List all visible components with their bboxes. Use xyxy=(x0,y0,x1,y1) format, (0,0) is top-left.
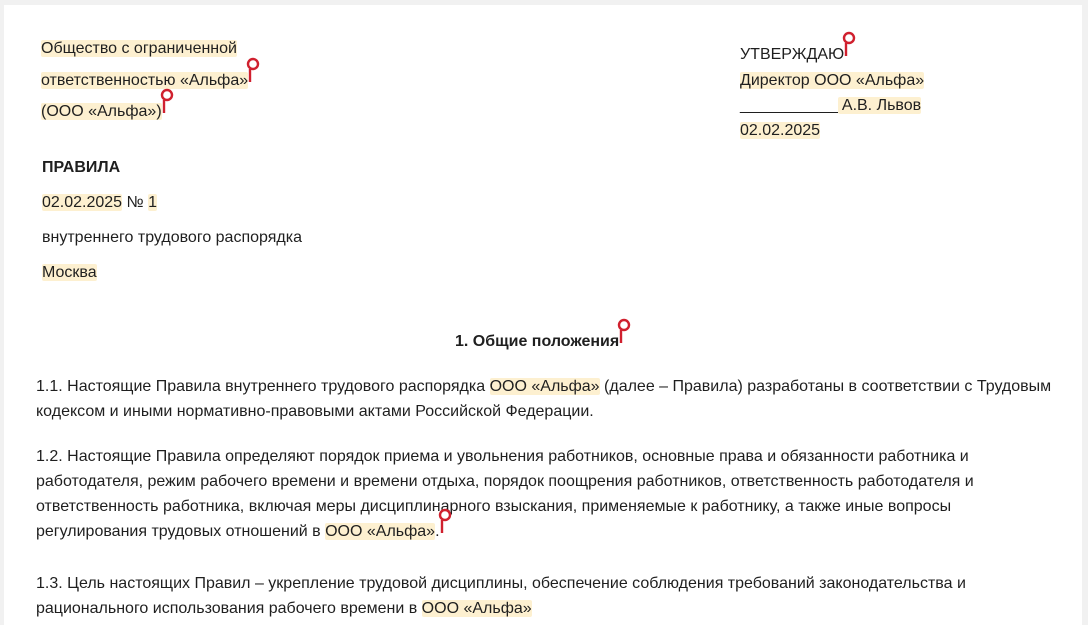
document-city-line xyxy=(42,263,97,283)
org-name-highlight-2[interactable]: ответственностью «Альфа» xyxy=(41,72,249,89)
comment-pin-icon[interactable] xyxy=(619,332,629,346)
section-heading-line xyxy=(455,332,629,352)
approval-title-line xyxy=(740,45,854,65)
paragraph-1-3-text-a: 1.3. Цель настоящих Правил – укрепление трудовой дисциплины, обеспечение соблюдения требований законодательства и рационального использования рабочего времени в xyxy=(36,575,966,617)
document-date-number xyxy=(42,193,157,213)
signature-underline: ___________ xyxy=(740,97,838,114)
document-subtitle: внутреннего трудового распорядка xyxy=(42,229,302,246)
org-short-name-line xyxy=(41,102,172,122)
document-city[interactable]: Москва xyxy=(42,264,97,281)
approval-date-line xyxy=(740,121,820,141)
section-heading: 1. Общие положения xyxy=(455,333,620,350)
document-date[interactable]: 02.02.2025 xyxy=(42,194,123,211)
org-name-line-2 xyxy=(41,71,258,91)
approval-signature-line xyxy=(740,96,921,116)
document-page xyxy=(4,5,1082,625)
paragraph-1-3-org[interactable]: ООО «Альфа» xyxy=(421,600,532,617)
document-type: ПРАВИЛА xyxy=(42,159,121,176)
org-name-highlight-1[interactable]: Общество с ограниченной xyxy=(41,40,237,57)
paragraph-1-2 xyxy=(36,444,1056,544)
approval-title: УТВЕРЖДАЮ xyxy=(740,46,845,63)
approval-date[interactable]: 02.02.2025 xyxy=(740,122,821,139)
org-short-name-highlight[interactable]: (ООО «Альфа») xyxy=(41,103,162,120)
paragraph-1-1-text-b: (далее – Правила) разработаны в соответствии с Трудовым кодексом и иными нормативно-правовыми актами Российской Федерации. xyxy=(36,378,1052,420)
paragraph-1-1-text-a: 1.1. Настоящие Правила внутреннего трудового распорядка xyxy=(36,378,490,395)
document-number-label: № xyxy=(126,194,144,211)
comment-pin-icon[interactable] xyxy=(162,102,172,116)
approval-position-line xyxy=(740,71,924,91)
org-name-line-1 xyxy=(41,39,237,59)
paragraph-1-1 xyxy=(36,374,1056,424)
document-number[interactable]: 1 xyxy=(148,194,158,211)
approval-position[interactable]: Директор ООО «Альфа» xyxy=(740,72,925,89)
paragraph-1-2-text-a: 1.2. Настоящие Правила определяют порядок приема и увольнения работников, основные права и обязанности работника и работодателя, режим рабочего времени и времени отдыха, порядок поощрения работников, ответственность работодателя и ответственность работника, включая меры дисциплинарного взыскания, применяемые к работнику, а также иные вопросы регулирования трудовых отношений в xyxy=(36,448,974,540)
comment-pin-icon[interactable] xyxy=(440,522,450,536)
paragraph-1-1-org[interactable]: ООО «Альфа» xyxy=(489,378,600,395)
comment-pin-icon[interactable] xyxy=(844,45,854,59)
paragraph-1-2-org[interactable]: ООО «Альфа» xyxy=(325,523,436,540)
approval-signer[interactable]: А.В. Львов xyxy=(838,97,921,114)
paragraph-1-3 xyxy=(36,571,1056,621)
comment-pin-icon[interactable] xyxy=(248,71,258,85)
paragraph-1-2-text-b: . xyxy=(435,523,440,540)
